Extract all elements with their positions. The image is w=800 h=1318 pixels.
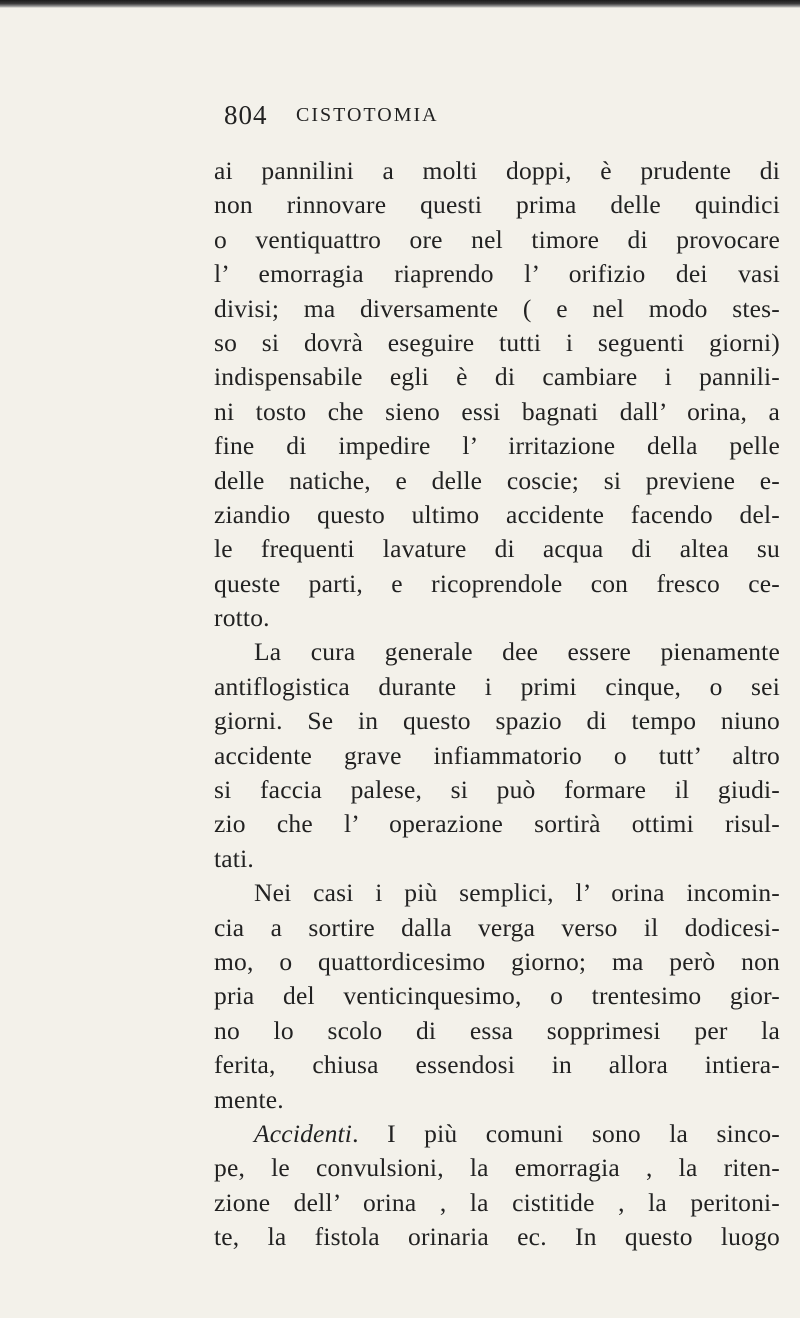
text-line: zio che l’ operazione sortirà ottimi risul-: [214, 809, 780, 839]
text-line: ferita, chiusa essendosi in allora intiera-: [214, 1050, 780, 1080]
text-line: delle natiche, e delle coscie; si previene e-: [214, 465, 780, 495]
text-line: indispensabile egli è di cambiare i pannili-: [214, 362, 780, 392]
text-line: ni tosto che sieno essi bagnati dall’ orina, a: [214, 396, 780, 426]
section-heading: Accidenti: [254, 1118, 353, 1148]
text-line: mente.: [214, 1084, 284, 1114]
text-line: zione dell’ orina , la cistitide , la peritoni-: [214, 1187, 780, 1217]
text-line: Nei casi i più semplici, l’ orina incomin-: [254, 878, 780, 908]
text-line: La cura generale dee essere pienamente: [254, 637, 780, 667]
text-line: accidente grave infiammatorio o tutt’ altro: [214, 740, 780, 770]
text-line: rotto.: [214, 603, 270, 633]
text-line: so si dovrà eseguire tutti i seguenti giorni): [214, 327, 780, 357]
text-line: pe, le convulsioni, la emorragia , la riten-: [214, 1153, 780, 1183]
text-line: divisi; ma diversamente ( e nel modo stes-: [214, 293, 780, 323]
text-line: ai pannilini a molti doppi, è prudente di: [214, 156, 780, 185]
text-fragment: . I più comuni sono la sinco-: [352, 1118, 780, 1148]
text-line: [214, 1117, 780, 1151]
running-title: CISTOTOMIA: [296, 104, 439, 126]
text-line: giorni. Se in questo spazio di tempo niuno: [214, 706, 780, 736]
body-text: [214, 154, 780, 1255]
text-line: cia a sortire dalla verga verso il dodicesi-: [214, 912, 780, 942]
text-line: si faccia palese, si può formare il giudi-: [214, 775, 780, 805]
paragraph: [214, 876, 780, 1117]
paragraph: [214, 1117, 780, 1255]
text-line: non rinnovare questi prima delle quindici: [214, 190, 780, 220]
text-line: ziandio questo ultimo accidente facendo del-: [214, 499, 780, 529]
paragraph: [214, 635, 780, 876]
text-line: no lo scolo di essa sopprimesi per la: [214, 1015, 780, 1045]
text-line: te, la fistola orinaria ec. In questo luogo: [214, 1222, 780, 1252]
text-line: mo, o quattordicesimo giorno; ma però non: [214, 946, 780, 976]
page-top-edge: [0, 0, 800, 8]
text-line: tati.: [214, 843, 254, 873]
text-line: queste parti, e ricoprendole con fresco ce-: [214, 568, 780, 598]
page-number: 804: [224, 100, 268, 130]
text-line: pria del venticinquesimo, o trentesimo gior-: [214, 981, 780, 1011]
text-line: fine di impedire l’ irritazione della pelle: [214, 431, 780, 461]
paragraph: [214, 154, 780, 635]
page-header: [224, 100, 724, 140]
text-line: antiflogistica durante i primi cinque, o sei: [214, 671, 780, 701]
text-line: le frequenti lavature di acqua di altea su: [214, 534, 780, 564]
text-line: o ventiquattro ore nel timore di provocare: [214, 224, 780, 254]
text-line: l’ emorragia riaprendo l’ orifizio dei vasi: [214, 259, 780, 289]
